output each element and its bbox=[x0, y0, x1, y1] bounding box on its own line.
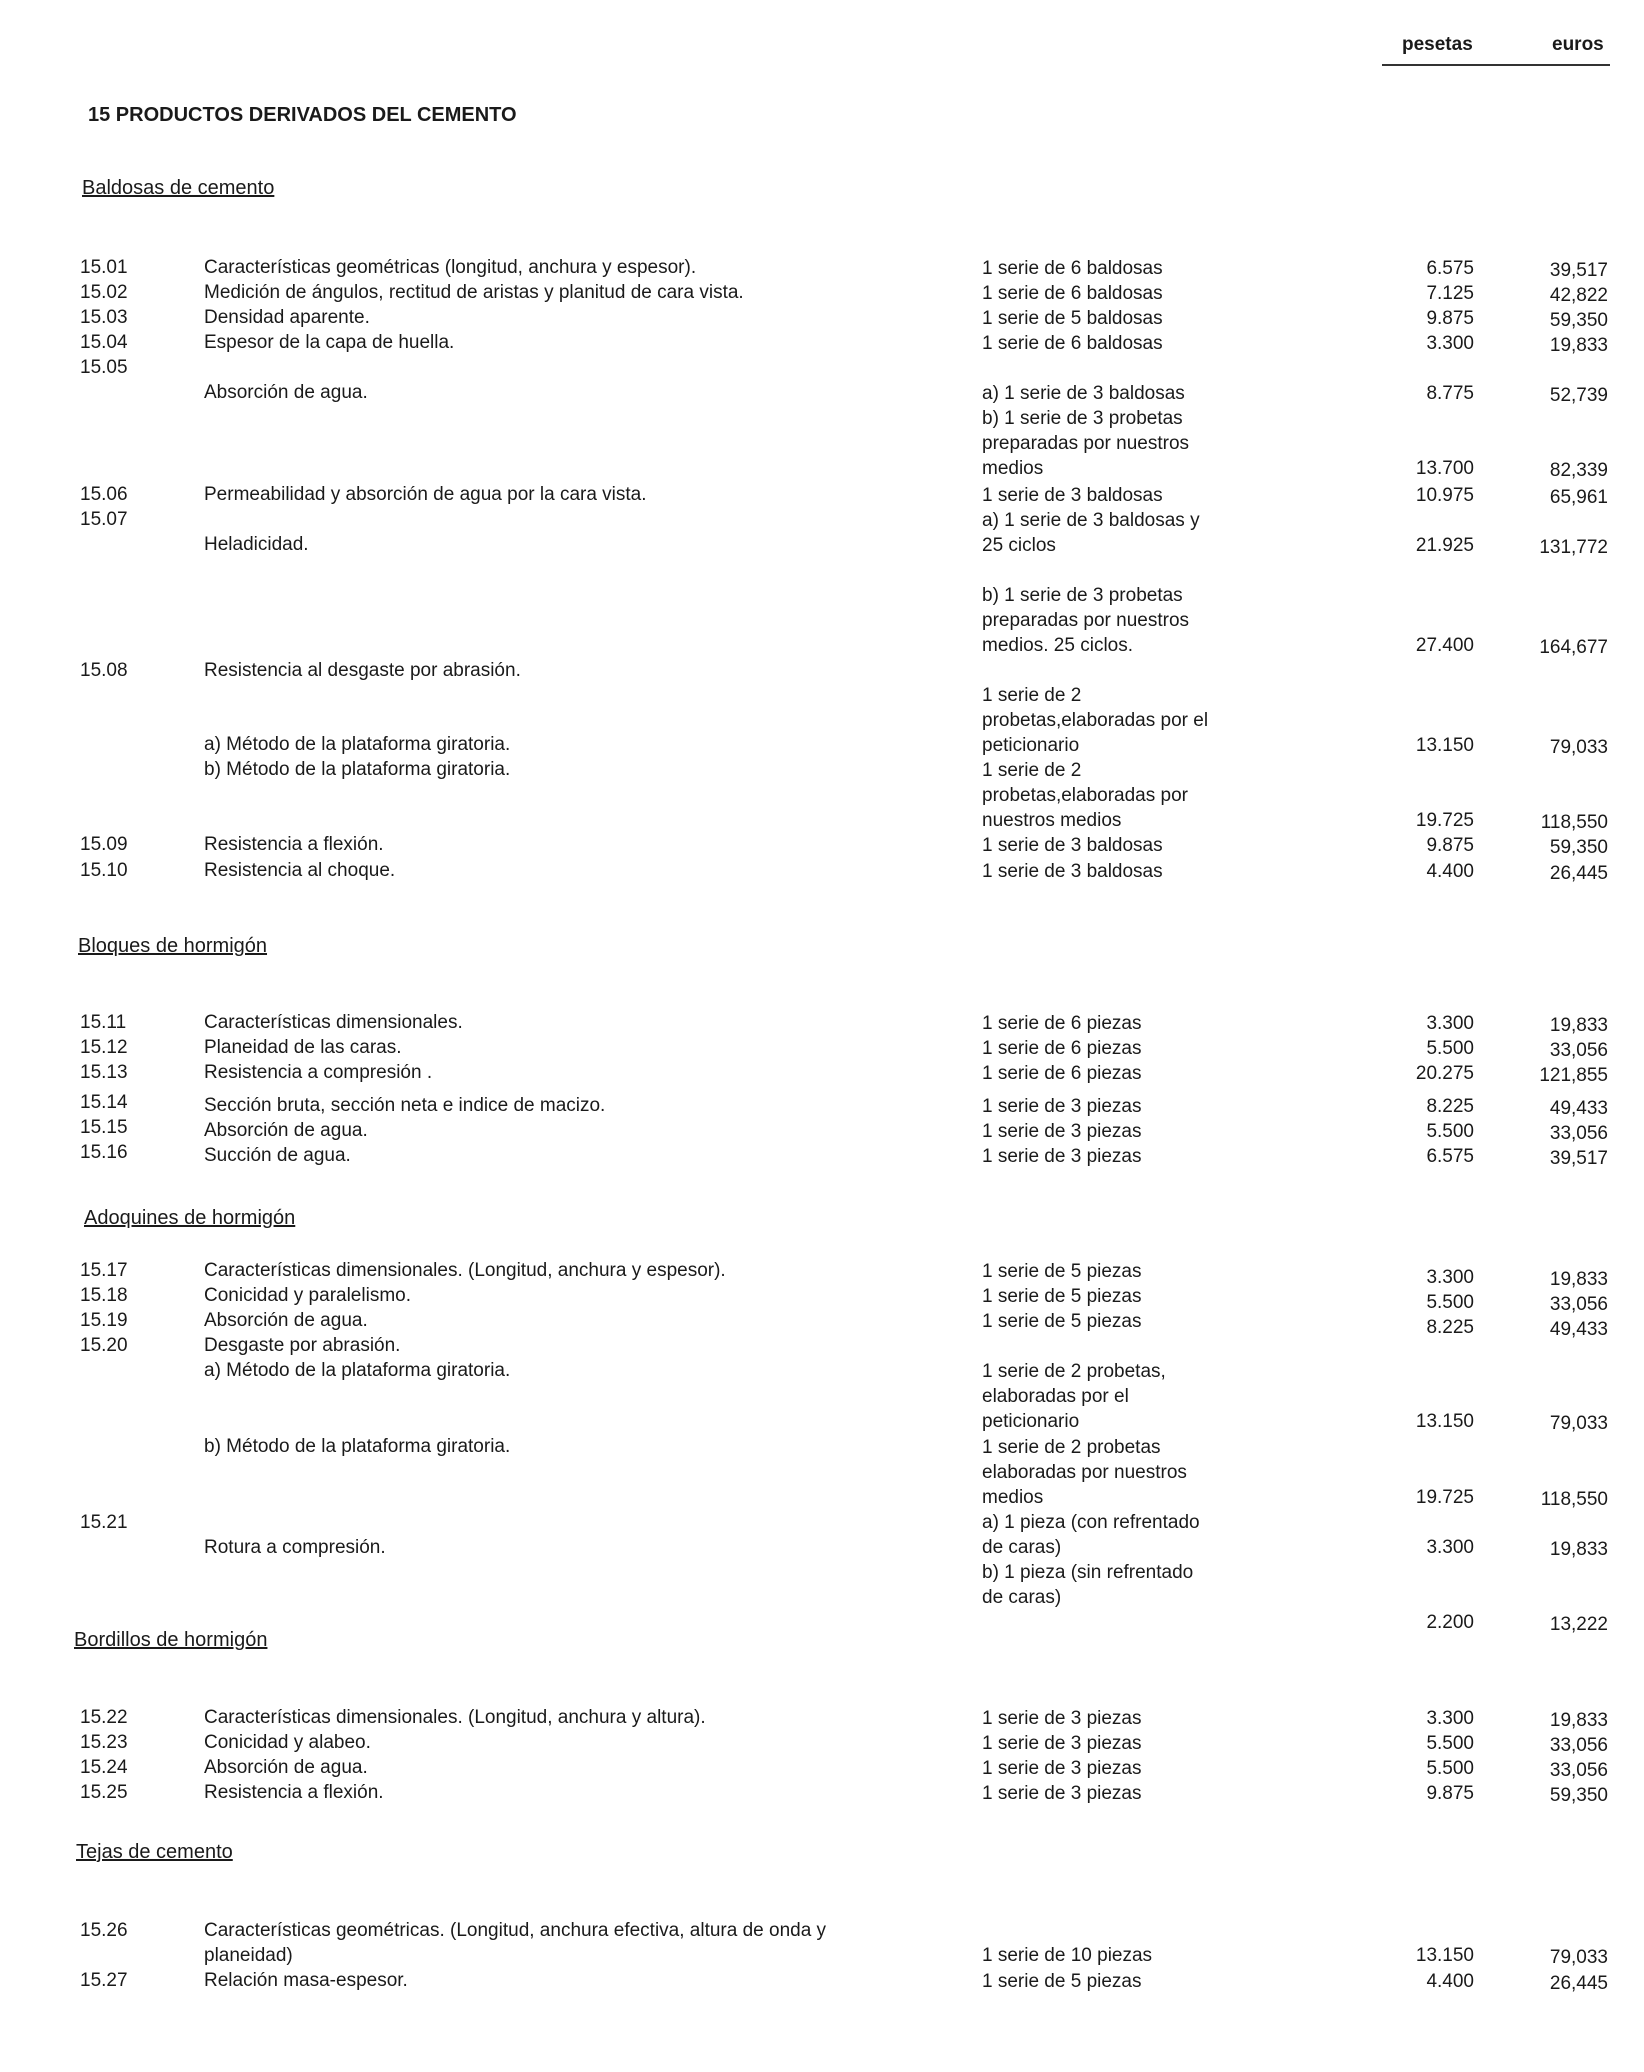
row-sample: 1 serie de 5 piezas bbox=[982, 1311, 1142, 1332]
row-description: Características geométricas. (Longitud, anchura efectiva, altura de onda y planeidad) bbox=[204, 1920, 827, 1966]
row-price-pesetas: 9.875 bbox=[1426, 308, 1474, 329]
row-description: Rotura a compresión. bbox=[204, 1537, 386, 1558]
row-description: b) Método de la plataforma giratoria. bbox=[204, 1436, 511, 1457]
row-description: Resistencia al desgaste por abrasión. bbox=[204, 660, 521, 681]
row-description: Relación masa-espesor. bbox=[204, 1970, 408, 1991]
section-heading-bordillos: Bordillos de hormigón bbox=[74, 1629, 268, 1651]
row-description: Características dimensionales. (Longitud, anchura y altura). bbox=[204, 1707, 706, 1728]
row-price-euros: 19,833 bbox=[1549, 1710, 1608, 1731]
row-sample: 1 serie de 3 baldosas bbox=[982, 861, 1163, 882]
row-price-euros: 39,517 bbox=[1549, 1148, 1608, 1169]
row-description: Resistencia a compresión . bbox=[204, 1062, 433, 1083]
row-sample: 1 serie de 3 piezas bbox=[982, 1096, 1142, 1117]
row-price-euros: 33,056 bbox=[1549, 1040, 1608, 1061]
row-sample: 1 serie de 3 piezas bbox=[982, 1708, 1142, 1729]
row-description: Espesor de la capa de huella. bbox=[204, 332, 455, 353]
row-code: 15.16 bbox=[80, 1142, 128, 1163]
row-sample: b) 1 pieza (sin refrentado de caras) bbox=[982, 1562, 1194, 1608]
pesetas-column-header: pesetas bbox=[1402, 34, 1473, 55]
row-price-pesetas: 5.500 bbox=[1426, 1121, 1474, 1142]
row-sample: 1 serie de 6 piezas bbox=[982, 1063, 1142, 1084]
row-price-pesetas: 4.400 bbox=[1426, 861, 1474, 882]
row-code: 15.13 bbox=[80, 1062, 128, 1083]
row-price-pesetas: 5.500 bbox=[1426, 1733, 1474, 1754]
row-price-euros: 118,550 bbox=[1540, 812, 1608, 833]
row-price-pesetas: 9.875 bbox=[1426, 835, 1474, 856]
row-sample: 1 serie de 2 probetas,elaboradas por el peticionario bbox=[982, 685, 1209, 756]
row-price-euros: 59,350 bbox=[1549, 1785, 1608, 1806]
row-description: Conicidad y paralelismo. bbox=[204, 1285, 411, 1306]
row-price-pesetas: 9.875 bbox=[1426, 1783, 1474, 1804]
row-code: 15.05 bbox=[80, 357, 128, 378]
row-sample: 1 serie de 2 probetas elaboradas por nuestros medios bbox=[982, 1437, 1187, 1508]
row-description: Absorción de agua. bbox=[204, 1757, 368, 1778]
row-price-euros: 79,033 bbox=[1549, 737, 1608, 758]
row-code: 15.06 bbox=[80, 484, 128, 505]
row-sample: 1 serie de 6 piezas bbox=[982, 1038, 1142, 1059]
row-sample: 1 serie de 3 piezas bbox=[982, 1783, 1142, 1804]
row-price-euros: 59,350 bbox=[1549, 837, 1608, 858]
row-code: 15.24 bbox=[80, 1757, 128, 1778]
row-price-pesetas: 2.200 bbox=[1426, 1612, 1474, 1633]
row-description: Heladicidad. bbox=[204, 534, 309, 555]
row-description: Resistencia al choque. bbox=[204, 860, 396, 881]
row-description: Características geométricas (longitud, anchura y espesor). bbox=[204, 257, 697, 278]
row-price-euros: 49,433 bbox=[1549, 1098, 1608, 1119]
row-code: 15.08 bbox=[80, 660, 128, 681]
row-description: Absorción de agua. bbox=[204, 1310, 368, 1331]
row-price-euros: 121,855 bbox=[1539, 1065, 1608, 1086]
row-description: b) Método de la plataforma giratoria. bbox=[204, 759, 511, 780]
row-price-euros: 26,445 bbox=[1549, 863, 1608, 884]
row-sample: 1 serie de 6 baldosas bbox=[982, 283, 1163, 304]
row-description: Permeabilidad y absorción de agua por la cara vista. bbox=[204, 484, 647, 505]
section-heading-tejas: Tejas de cemento bbox=[76, 1841, 233, 1863]
row-sample: 1 serie de 3 baldosas bbox=[982, 835, 1163, 856]
row-code: 15.09 bbox=[80, 834, 128, 855]
row-code: 15.20 bbox=[80, 1335, 128, 1356]
row-price-pesetas: 3.300 bbox=[1426, 1537, 1474, 1558]
row-description: Sección bruta, sección neta e indice de macizo. bbox=[204, 1095, 606, 1116]
row-sample: 1 serie de 2 probetas,elaboradas por nuestros medios bbox=[982, 760, 1188, 831]
row-sample: 1 serie de 6 baldosas bbox=[982, 258, 1163, 279]
row-price-euros: 82,339 bbox=[1549, 460, 1608, 481]
row-price-euros: 19,833 bbox=[1549, 1269, 1608, 1290]
row-price-pesetas: 8.225 bbox=[1426, 1096, 1474, 1117]
row-price-pesetas: 27.400 bbox=[1415, 635, 1474, 656]
row-price-euros: 164,677 bbox=[1539, 637, 1608, 658]
row-description: Resistencia a flexión. bbox=[204, 834, 384, 855]
row-code: 15.23 bbox=[80, 1732, 128, 1753]
row-price-euros: 19,833 bbox=[1549, 335, 1608, 356]
row-sample: b) 1 serie de 3 probetas preparadas por nuestros medios bbox=[982, 408, 1190, 479]
row-sample: 1 serie de 5 piezas bbox=[982, 1286, 1142, 1307]
row-price-euros: 42,822 bbox=[1549, 285, 1608, 306]
row-sample: 1 serie de 3 piezas bbox=[982, 1146, 1142, 1167]
row-code: 15.18 bbox=[80, 1285, 128, 1306]
row-sample: 1 serie de 3 piezas bbox=[982, 1121, 1142, 1142]
row-price-pesetas: 8.775 bbox=[1426, 383, 1474, 404]
row-description: Succión de agua. bbox=[204, 1145, 351, 1166]
row-price-pesetas: 8.225 bbox=[1426, 1317, 1474, 1338]
row-price-pesetas: 21.925 bbox=[1415, 535, 1474, 556]
row-code: 15.02 bbox=[80, 282, 128, 303]
row-sample: 1 serie de 5 piezas bbox=[982, 1971, 1142, 1992]
row-sample: 1 serie de 2 probetas, elaboradas por el peticionario bbox=[982, 1361, 1166, 1432]
row-price-euros: 19,833 bbox=[1549, 1015, 1608, 1036]
row-price-euros: 33,056 bbox=[1549, 1735, 1608, 1756]
row-price-pesetas: 7.125 bbox=[1426, 283, 1474, 304]
row-sample: a) 1 pieza (con refrentado de caras) bbox=[982, 1512, 1200, 1558]
euros-column-header: euros bbox=[1552, 34, 1604, 55]
row-price-euros: 19,833 bbox=[1549, 1539, 1608, 1560]
row-price-euros: 49,433 bbox=[1549, 1319, 1608, 1340]
row-code: 15.21 bbox=[80, 1512, 128, 1533]
row-code: 15.14 bbox=[80, 1092, 128, 1113]
row-sample: 1 serie de 6 baldosas bbox=[982, 333, 1163, 354]
row-price-pesetas: 20.275 bbox=[1415, 1063, 1474, 1084]
row-sample: a) 1 serie de 3 baldosas bbox=[982, 383, 1185, 404]
row-sample: 1 serie de 6 piezas bbox=[982, 1013, 1142, 1034]
row-price-euros: 39,517 bbox=[1549, 260, 1608, 281]
row-price-euros: 13,222 bbox=[1549, 1614, 1608, 1635]
row-sample: 1 serie de 3 baldosas bbox=[982, 485, 1163, 506]
row-price-pesetas: 13.150 bbox=[1415, 735, 1474, 756]
row-code: 15.04 bbox=[80, 332, 128, 353]
row-sample: 1 serie de 10 piezas bbox=[982, 1945, 1153, 1966]
row-description: Características dimensionales. (Longitud, anchura y espesor). bbox=[204, 1260, 726, 1281]
row-sample: 1 serie de 5 piezas bbox=[982, 1261, 1142, 1282]
row-price-pesetas: 5.500 bbox=[1426, 1038, 1474, 1059]
row-price-pesetas: 5.500 bbox=[1426, 1292, 1474, 1313]
row-price-pesetas: 6.575 bbox=[1426, 258, 1474, 279]
row-code: 15.03 bbox=[80, 307, 128, 328]
section-heading-adoquines: Adoquines de hormigón bbox=[84, 1207, 296, 1229]
row-code: 15.26 bbox=[80, 1920, 128, 1941]
row-code: 15.25 bbox=[80, 1782, 128, 1803]
row-price-pesetas: 10.975 bbox=[1415, 485, 1474, 506]
row-description: Conicidad y alabeo. bbox=[204, 1732, 371, 1753]
row-code: 15.11 bbox=[80, 1012, 127, 1033]
row-price-euros: 33,056 bbox=[1549, 1123, 1608, 1144]
row-description: Medición de ángulos, rectitud de aristas y planitud de cara vista. bbox=[204, 282, 744, 303]
row-price-euros: 118,550 bbox=[1540, 1489, 1608, 1510]
row-price-pesetas: 13.700 bbox=[1415, 458, 1474, 479]
row-description: Absorción de agua. bbox=[204, 382, 368, 403]
row-price-euros: 65,961 bbox=[1549, 487, 1608, 508]
row-sample: a) 1 serie de 3 baldosas y 25 ciclos bbox=[982, 510, 1200, 556]
section-heading-baldosas: Baldosas de cemento bbox=[82, 177, 275, 199]
row-code: 15.15 bbox=[80, 1117, 128, 1138]
page-title: 15 PRODUCTOS DERIVADOS DEL CEMENTO bbox=[88, 104, 517, 126]
row-code: 15.17 bbox=[80, 1260, 128, 1281]
row-price-pesetas: 6.575 bbox=[1426, 1146, 1474, 1167]
row-price-pesetas: 5.500 bbox=[1426, 1758, 1474, 1779]
header-rule bbox=[1382, 64, 1610, 66]
row-description: a) Método de la plataforma giratoria. bbox=[204, 734, 511, 755]
row-price-euros: 26,445 bbox=[1549, 1973, 1608, 1994]
row-price-euros: 131,772 bbox=[1539, 537, 1608, 558]
row-price-pesetas: 19.725 bbox=[1415, 1487, 1474, 1508]
row-price-euros: 33,056 bbox=[1549, 1294, 1608, 1315]
row-description: Resistencia a flexión. bbox=[204, 1782, 384, 1803]
row-sample: 1 serie de 3 piezas bbox=[982, 1758, 1142, 1779]
row-price-euros: 33,056 bbox=[1549, 1760, 1608, 1781]
row-description: Planeidad de las caras. bbox=[204, 1037, 402, 1058]
row-description: Desgaste por abrasión. bbox=[204, 1335, 401, 1356]
row-sample: 1 serie de 3 piezas bbox=[982, 1733, 1142, 1754]
row-code: 15.10 bbox=[80, 860, 128, 881]
row-price-pesetas: 3.300 bbox=[1426, 333, 1474, 354]
row-code: 15.07 bbox=[80, 509, 128, 530]
row-price-pesetas: 3.300 bbox=[1426, 1708, 1474, 1729]
row-price-pesetas: 13.150 bbox=[1415, 1411, 1474, 1432]
row-price-pesetas: 19.725 bbox=[1415, 810, 1474, 831]
row-price-pesetas: 4.400 bbox=[1426, 1971, 1474, 1992]
row-code: 15.27 bbox=[80, 1970, 128, 1991]
row-description: Características dimensionales. bbox=[204, 1012, 463, 1033]
row-code: 15.19 bbox=[80, 1310, 128, 1331]
row-description: a) Método de la plataforma giratoria. bbox=[204, 1360, 511, 1381]
section-heading-bloques: Bloques de hormigón bbox=[78, 935, 268, 957]
row-price-euros: 79,033 bbox=[1549, 1413, 1608, 1434]
row-code: 15.22 bbox=[80, 1707, 128, 1728]
row-description: Absorción de agua. bbox=[204, 1120, 368, 1141]
row-price-euros: 79,033 bbox=[1549, 1947, 1608, 1968]
row-code: 15.12 bbox=[80, 1037, 128, 1058]
row-sample: 1 serie de 5 baldosas bbox=[982, 308, 1163, 329]
row-code: 15.01 bbox=[80, 257, 128, 278]
row-price-pesetas: 3.300 bbox=[1426, 1013, 1474, 1034]
row-price-euros: 59,350 bbox=[1549, 310, 1608, 331]
row-description: Densidad aparente. bbox=[204, 307, 370, 328]
row-price-pesetas: 3.300 bbox=[1426, 1267, 1474, 1288]
row-price-pesetas: 13.150 bbox=[1415, 1945, 1474, 1966]
row-price-euros: 52,739 bbox=[1549, 385, 1608, 406]
row-sample: b) 1 serie de 3 probetas preparadas por nuestros medios. 25 ciclos. bbox=[982, 585, 1190, 656]
